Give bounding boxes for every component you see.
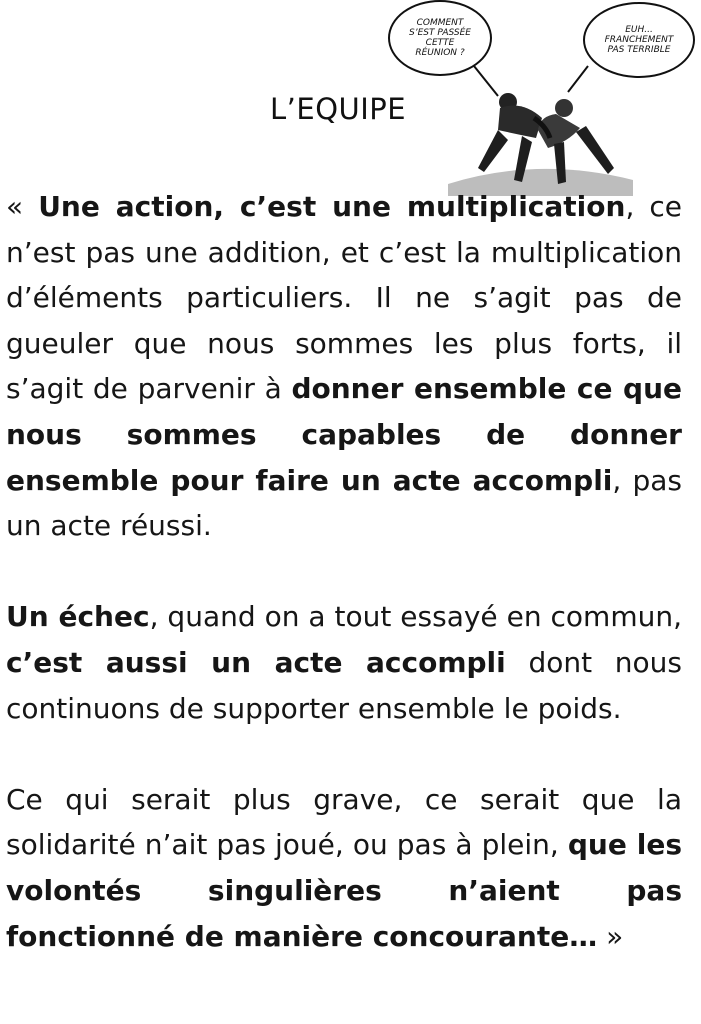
emphasis-text: c’est aussi un acte accompli <box>6 645 506 679</box>
paragraph-text: , quand on a tout essayé en commun, <box>149 600 682 634</box>
emphasis-text: donner ensemble ce que nous sommes capables de donner ensemble pour faire un acte accompli <box>6 372 683 497</box>
emphasis-text: Un échec <box>6 600 150 634</box>
quote-paragraph-1 <box>6 184 682 549</box>
emphasis-text: Une action, c’est une multiplication <box>38 190 626 223</box>
emphasis-text: que les volontés singulières n’aient pas fonctionné de manière concourante… <box>6 828 682 953</box>
paragraph-text: Ce qui serait plus grave, ce serait que la solidarité n’ait pas joué, ou pas à plein, <box>6 782 682 862</box>
quote-paragraph-3 <box>6 777 682 959</box>
paragraph-text: , ce n’est pas une addition, et c’est la multiplication d’éléments particuliers. Il ne s’agit pas de gueuler que nous sommes les plus forts, il s’agit de parvenir à <box>6 190 683 406</box>
closing-guillemet: » <box>597 919 624 953</box>
paragraph-text: , pas un acte réussi. <box>6 463 682 543</box>
speech-bubble-answer-text: EUH... FRANCHEMENT PAS TERRIBLE <box>604 25 674 55</box>
quote-paragraph-2 <box>6 594 682 731</box>
wrestlers-illustration <box>438 56 638 196</box>
page-title: L’EQUIPE <box>270 92 407 126</box>
speech-bubble-question-text: COMMENT S’EST PASSÉE CETTE RÉUNION ? <box>409 18 471 58</box>
quote-body <box>6 184 682 1005</box>
opening-guillemet: « <box>6 190 39 223</box>
paragraph-text: dont nous continuons de supporter ensemble le poids. <box>6 645 683 725</box>
